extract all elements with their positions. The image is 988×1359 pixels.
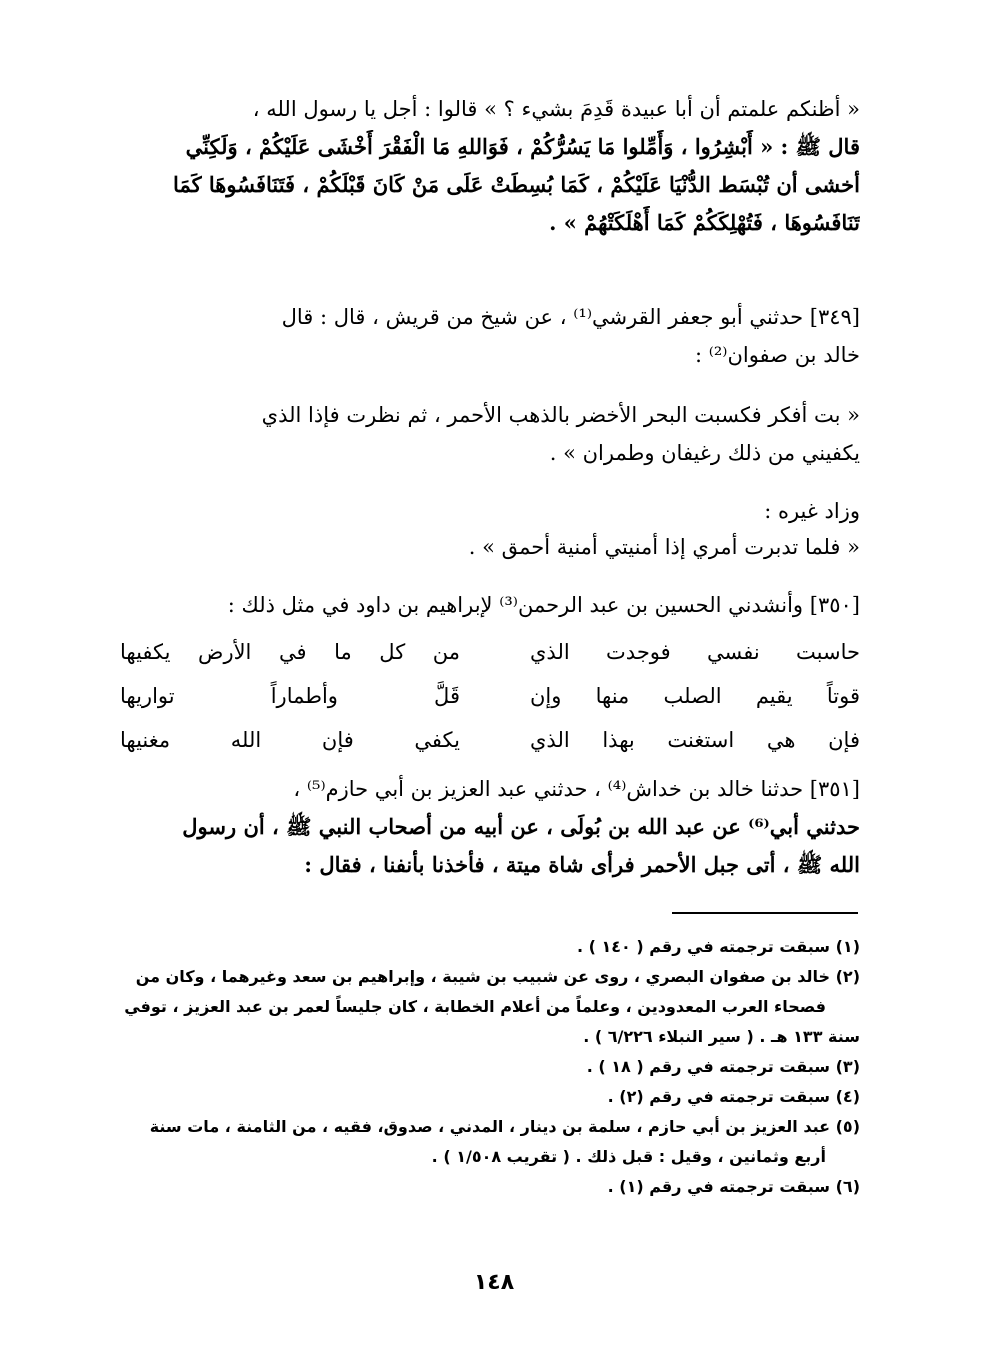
text-line: [٣٥١] حدثنا خالد بن خداش⁽⁴⁾ ، حدثني عبد العزيز بن أبي حازم⁽⁵⁾ ، bbox=[293, 777, 860, 801]
narration-paragraph bbox=[120, 300, 860, 372]
poem-hemistich-first: قوتاً يقيم الصلب منها وإن bbox=[530, 684, 860, 708]
text-line: قال ﷺ : « أَبْشِرُوا ، وَأَمِّلوا مَا يَسُرُّكُمْ ، فَوَاللهِ مَا الْفَقْرَ أَخْشَى عَلَيْكُمْ ، وَلَكِنِّي bbox=[185, 134, 860, 159]
text-line: الله ﷺ ، أتى جبل الأحمر فرأى شاة ميتة ، فأخذنا بأنفنا ، فقال : bbox=[304, 852, 860, 877]
poem-verse bbox=[120, 720, 860, 760]
footnote-4: (٤) سبقت ترجمته في رقم (٢) . bbox=[607, 1087, 860, 1106]
footnote-2-continued: فصحاء العرب المعدودين ، وعلماً من أعلام الخطابة ، كان جليساً لعمر بن عبد العزيز ، توفي bbox=[124, 997, 826, 1016]
footnote-6: (٦) سبقت ترجمته في رقم (١) . bbox=[607, 1177, 860, 1196]
text-line: [٣٥٠] وأنشدني الحسين بن عبد الرحمن⁽³⁾ لإبراهيم بن داود في مثل ذلك : bbox=[227, 593, 860, 617]
footnote-5: (٥) عبد العزيز بن أبي حازم ، سلمة بن دينار ، المدني ، صدوق، فقيه ، من الثامنة ، مات سنة bbox=[149, 1117, 860, 1136]
poem-verse bbox=[120, 676, 860, 716]
footnote-3: (٣) سبقت ترجمته في رقم ( ١٨ ) . bbox=[586, 1057, 860, 1076]
text-line: « فلما تدبرت أمري إذا أمنيتي أمنية أحمق » . bbox=[468, 535, 860, 559]
addition-paragraph bbox=[120, 494, 860, 564]
text-line: « بت أفكر فكسبت البحر الأخضر بالذهب الأحمر ، ثم نظرت فإذا الذي bbox=[261, 403, 860, 427]
poem-hemistich-second: من كل ما في الأرض يكفيها bbox=[120, 640, 460, 664]
footnote-1: (١) سبقت ترجمته في رقم ( ١٤٠ ) . bbox=[576, 937, 860, 956]
text-line: حدثني أبي⁽⁶⁾ عن عبد الله بن بُولَى ، عن أبيه من أصحاب النبي ﷺ ، أن رسول bbox=[182, 814, 860, 839]
footnote-2: (٢) خالد بن صفوان البصري ، روى عن شبيب بن شيبة ، وإبراهيم بن سعد وغيرهما ، وكان من bbox=[135, 967, 860, 986]
text-line: أخشى أن تُبْسَط الدُّنْيَا عَلَيْكُمْ ، كَمَا بُسِطَتْ عَلَى مَنْ كَانَ قَبْلَكُمْ ، فَتَنَافَسُوهَا كَمَا bbox=[173, 172, 860, 197]
text-line: « أظنكم علمتم أن أبا عبيدة قَدِمَ بشيء ؟ » قالوا : أجل يا رسول الله ، bbox=[252, 97, 860, 121]
text-line: يكفيني من ذلك رغيفان وطمران » . bbox=[549, 441, 860, 465]
hadith-paragraph bbox=[120, 772, 860, 882]
text-line: وزاد غيره : bbox=[764, 499, 860, 523]
poem-verse bbox=[120, 632, 860, 672]
text-line: خالد بن صفوان⁽²⁾ : bbox=[694, 343, 860, 367]
text-line: تَنَافَسُوهَا ، فَتُهْلِكَكُمْ كَمَا أَهْلَكَتْهُمْ » . bbox=[549, 210, 860, 235]
quote-paragraph bbox=[120, 398, 860, 470]
poem-hemistich-second: قَلَّ وأطماراً تواريها bbox=[120, 684, 460, 708]
poem-intro bbox=[120, 588, 860, 622]
poem-hemistich-first: فإن هي استغنت بهذا الذي bbox=[530, 728, 860, 752]
footnotes bbox=[120, 932, 860, 1202]
footnote-separator bbox=[672, 912, 858, 914]
footnote-2-continued: سنة ١٣٣ هـ . ( سير النبلاء ٦/٢٢٦ ) . bbox=[583, 1027, 860, 1046]
poem-hemistich-second: يكفي فإن الله مغنيها bbox=[120, 728, 460, 752]
footnote-5-continued: أربع وثمانين ، وقيل : قبل ذلك . ( تقريب ١/٥٠٨ ) . bbox=[431, 1147, 826, 1166]
page-number: ١٤٨ bbox=[473, 1270, 515, 1295]
poem-hemistich-first: حاسبت نفسي فوجدت الذي bbox=[530, 640, 860, 664]
hadith-paragraph bbox=[120, 92, 860, 240]
text-line: [٣٤٩] حدثني أبو جعفر القرشي⁽¹⁾ ، عن شيخ من قريش ، قال : قال bbox=[281, 305, 860, 329]
